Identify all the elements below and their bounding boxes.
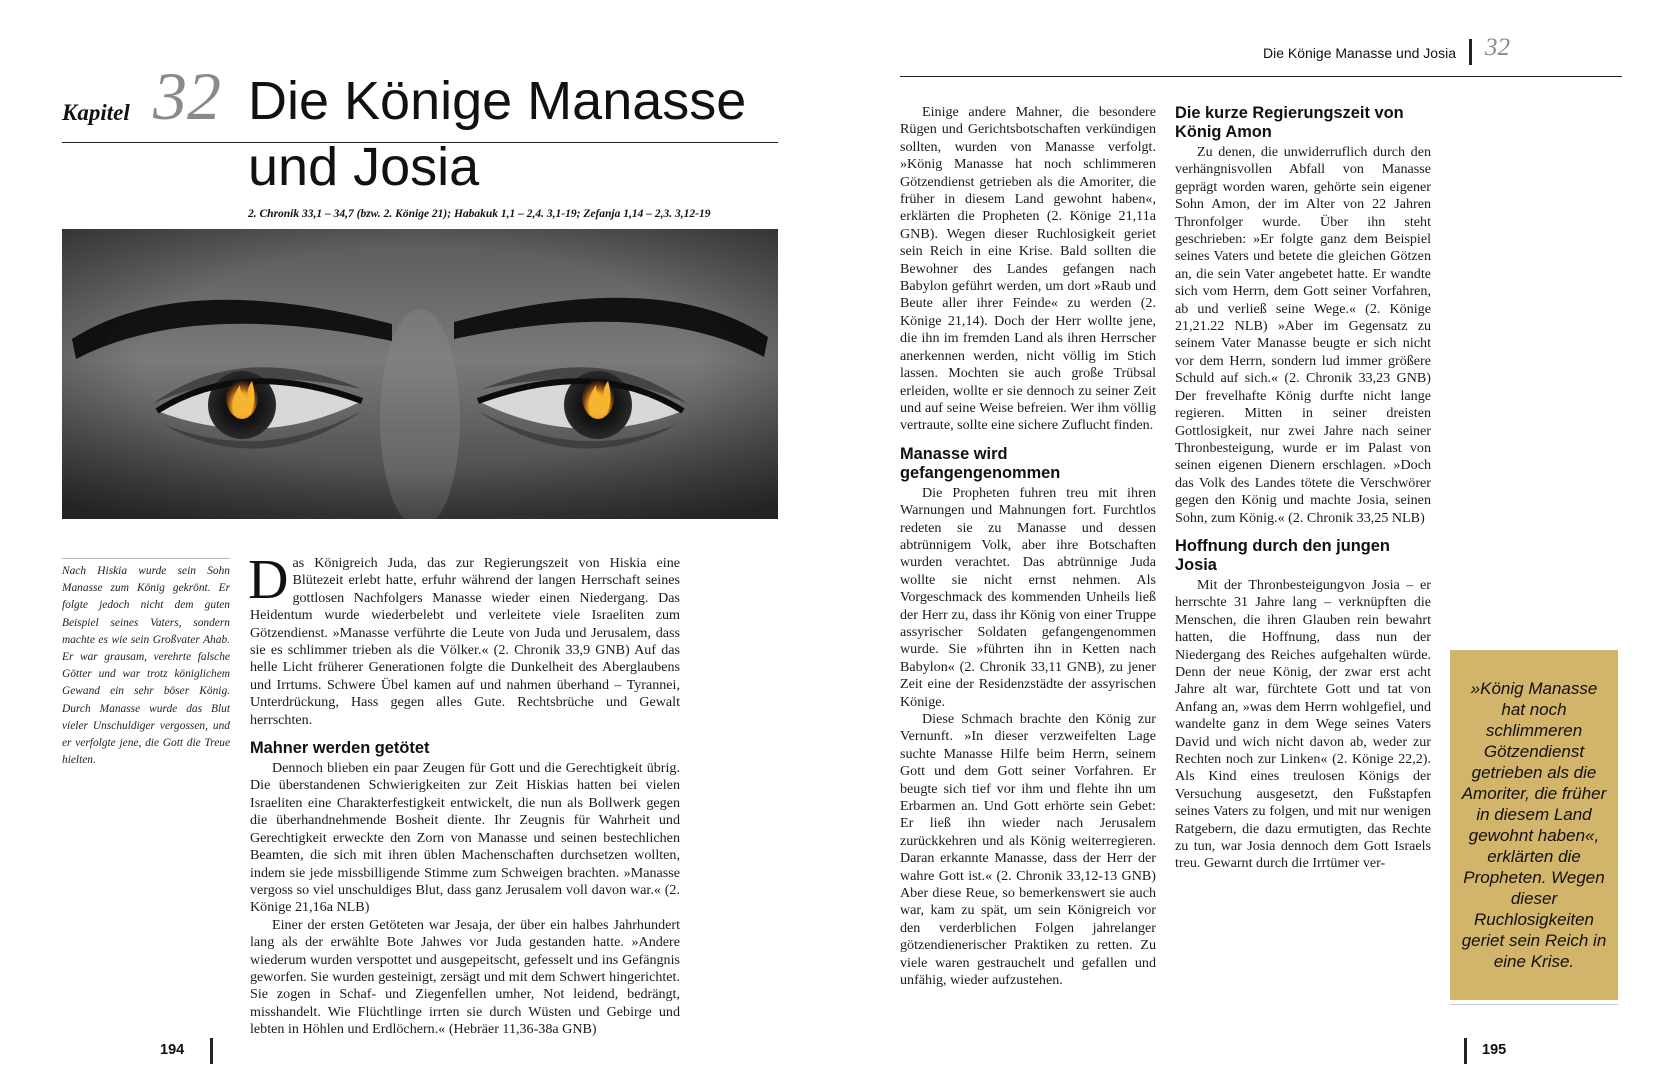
body-column-1 [248,549,680,1039]
body-column-3 [1175,104,1431,873]
page-number-left: 194 [160,1042,185,1058]
intro-paragraph [248,549,680,729]
pull-quote-box [1450,650,1618,1004]
heading-amon: Die kurze Regierungszeit von König Amon [1175,104,1404,141]
page-number-right: 195 [1482,1042,1507,1058]
body-column-2 [900,104,1156,990]
heading-josia: Hoffnung durch den jungen Josia [1175,536,1390,574]
bible-references: 2. Chronik 33,1 – 34,7 (bzw. 2. Könige 21); Habakuk 1,1 – 2,4. 3,1-19; Zefanja 1,14 – 2,3. 3,12-19 [248,208,711,220]
image-caption: Nach Hiskia wurde sein Sohn Manasse zum König gekrönt. Er folgte jedoch nicht dem guten Beispiel seines Vaters, sondern machte es wie sein Großvater Ahab. Er war grausam, verehrte falsche Götter und war trotz königlichem Gewand ein sehr böser König. Durch Manasse wurde das Blut vieler Unschuldiger vergossen, und er verfolgte jene, die Gott die Treue hielten. [62,558,230,769]
paragraph-amon: Zu denen, die unwiderruflich durch den verhängnisvollen Abfall von Manasse geprägt worden waren, gehörte sein eigener Sohn Amon, der im Alter von 22 Jahren Thronfolger wurde. Über ihn steht geschrieben: »Er folgte ganz dem Beispiel seines Vaters und betete die gleichen Götzen an, die sein Vater angebetet hatte. Er wandte sich vom Herrn, dem Gott seiner Vorfahren, ab und verließ seine Wege.« (2. Könige 21,21.22 NLB) »Aber im Gegensatz zu seinem Vater Manasse beugte er sich nicht vor dem Herrn, sondern lud immer größere Schuld auf sich.« (2. Chronik 33,23 GNB) Der frevelhafte König durfte nicht lange regieren. Mitten in seiner dreisten Gottlosigkeit, nur zwei Jahre nach seiner Thronbesteigung, wurde er im Palast von seinen eigenen Dienern erschlagen. »Doch das Volk des Landes tötete die Verschwörer gegen den König und machte Josia, seinen Sohn, zum König.« (2. Chronik 33,25 NLB) [1175,144,1431,526]
eyes-illustration [62,229,778,519]
hero-image-eyes [62,229,778,519]
running-header-title: Die Könige Manasse und Josia [1262,45,1456,61]
pull-quote-rule [1450,1004,1618,1005]
running-header [900,34,1622,77]
page-number-left-divider [210,1038,213,1064]
paragraph-mahner-1: Dennoch blieben ein paar Zeugen für Gott und die Gerechtigkeit übrig. Die überstandenen Schwierigkeiten zur Zeit Hiskias hatten bei vielen Israeliten eine Charakterfestigkeit entwickelt, die nun als Bollwerk gegen die überhandnehmende Bosheit diente. Ihr Zeugnis für Wahrheit und Gerechtigkeit erweckte den Zorn von Manasse und seinen bestechlichen Beamten, die sich mit ihren üblen Machenschaften durchsetzen wollten, indem sie jede missbilligende Stimme zum Schweigen brachten. »Manasse vergoss so viel unschuldiges Blut, dass ganz Jerusalem voll davon war.« (2. Könige 21,16a NLB) [250,760,680,916]
chapter-title [248,68,788,200]
chapter-title-line-1: Die Könige Manasse [248,71,747,131]
drop-cap: D [248,549,289,611]
heading-mahner: Mahner werden getötet [250,739,430,758]
chapter-number: 32 [153,58,221,134]
paragraph-mahner-3: Einige andere Mahner, die besondere Rügen und Gerichtsbotschaften verkündigen sollten, wurden von Manasse verfolgt. »König Manasse hat noch schlimmeren Götzendienst getrieben als die Amoriter, die früher in diesem Land gewohnt haben«, erklärten die Propheten (2. Könige 21,11a GNB). Wegen dieser Ruchlosigkeit geriet sein Reich in eine Krise. Bald sollten die Bewohner des Landes gefangen nach Babylon geführt werden, um dort »Raub und Beute aller ihrer Feinde« zu werden (2. Könige 21,14). Doch der Herr wollte jene, die ihn im fremden Land als ihren Herrscher anerkennen werden, nicht völlig im Stich lassen. Mochten sie auch große Trübsal erleiden, wollte er sie dennoch zu seiner Zeit und auf seine Weise befreien. Wer ihm völlig vertraute, sollte eine sichere Zuflucht finden. [900,104,1156,434]
paragraph-gefangen-1: Die Propheten fuhren treu mit ihren Warnungen und Mahnungen fort. Furchtlos redeten sie zu Manasse und dessen abtrünnigem Volk, aber ihre Botschaften wurden verachtet. Das abtrünnige Juda wollte sie nicht ernst nehmen. Als Vorgeschmack des kommenden Unheils ließ der Herr zu, dass ihr König von einer Truppe assyrischer Soldaten gefangengenommen wurde. Sie »führten ihn in Ketten nach Babylon« (2. Chronik 33,11 GNB), zu jener Zeit eine der Residenzstädte der assyrischen Könige. [900,484,1156,710]
paragraph-gefangen-2: Diese Schmach brachte den König zur Vernunft. »In dieser verzweifelten Lage suchte Manasse Hilfe beim Herrn, seinem Gott und dem Gott seiner Vorfahren. Er beugte sich tief vor ihm und flehte ihn um Erbarmen an. Und Gott erhörte sein Gebet: Er ließ ihn wieder nach Jerusalem zurückkehren und als König weiterregieren. Daran erkannte Manasse, dass der Herr der wahre Gott ist.« (2. Chronik 33,12-13 GNB) Aber diese Reue, so bemerkenswert sie auch war, kam zu spät, um sein Königreich vor den verderblichen Folgen jahrelanger götzendienerischer Praktiken zu retten. Zu viele waren gestrauchelt und gefallen und unfähig, wieder aufzustehen. [900,711,1156,989]
intro-text: as Königreich Juda, das zur Regierungszeit von Hiskia eine Blütezeit erlebt hatte, erfuhr während der langen Herrschaft seines gottlosen Nachfolgers Manasse wieder einen Niedergang. Das Heidentum wurde wiederbelebt und verleitete viele Israeliten zum Götzendienst. »Manasse verführte die Leute von Juda und Jerusalem, dass sie es schlimmer trieben als die Völker.« (2. Chronik 33,9 GNB) Auf das helle Licht früherer Generationen folgte die Dunkelheit des Aberglaubens und Irrtums. Schwere Übel kamen auf und nahmen überhand – Tyrannei, Unterdrückung, Hass gegen alles Gute. Rechtsbrüche und Gewalt herrschten. [250,555,680,728]
heading-gefangen: Manasse wird gefangengenommen [900,444,1061,482]
chapter-title-line-2: und Josia [248,137,480,197]
paragraph-mahner-2: Einer der ersten Getöteten war Jesaja, der über ein halbes Jahrhundert lang als der erwählte Bote Jahwes vor Juda gestanden hatte. »Andere wiederum wurden verspottet und ausgepeitscht, gefesselt und ins Gefängnis geworfen. Sie wurden gesteinigt, zersägt und mit dem Schwert hingerichtet. Sie zogen in Schaf- und Ziegenfellen umher, Not leidend, bedrängt, misshandelt. Wie Flüchtlinge irrten sie durch Wüsten und Gebirge und lebten in Höhlen und Erdlöchern.« (Hebräer 11,36-38a GNB) [250,916,680,1038]
running-header-chapter-number: 32 [1485,34,1510,61]
chapter-label: Kapitel [62,100,130,125]
page-number-right-divider [1464,1038,1467,1064]
pull-quote-text: »König Manasse hat noch schlimmeren Götzendienst getrieben als die Amoriter, die früher in diesem Land gewohnt haben«, erklärten die Propheten. Wegen dieser Ruchlosigkeiten geriet sein Reich in eine Krise. [1461,679,1607,971]
chapter-title-rule [62,142,778,143]
paragraph-josia: Mit der Thronbesteigungvon Josia – er herrschte 31 Jahre lang – verknüpften die Menschen, die ihren Glauben rein bewahrt hatten, die Hoffnung, dass nun der Niedergang des Reiches aufgehalten würde. Denn der neue König, der zwar erst acht Jahre alt war, fürchtete Gott und tat von Anfang an, »was dem Herrn wohlgefiel, und wandelte ganz in dem Wege seines Vaters David und wich nicht davon ab, weder zur Rechten noch zur Linken« (2. Könige 22,2). Als Kind eines treulosen Königs der Versuchung ausgesetzt, den Fußstapfen seines Vaters zu folgen, und mit nur wenigen Ratgebern, die dazu ermutigten, das Rechte zu tun, war Josia dennoch dem Gott Israels treu. Gewarnt durch die Irrtümer ver- [1175,576,1431,872]
running-header-divider [1469,39,1472,65]
